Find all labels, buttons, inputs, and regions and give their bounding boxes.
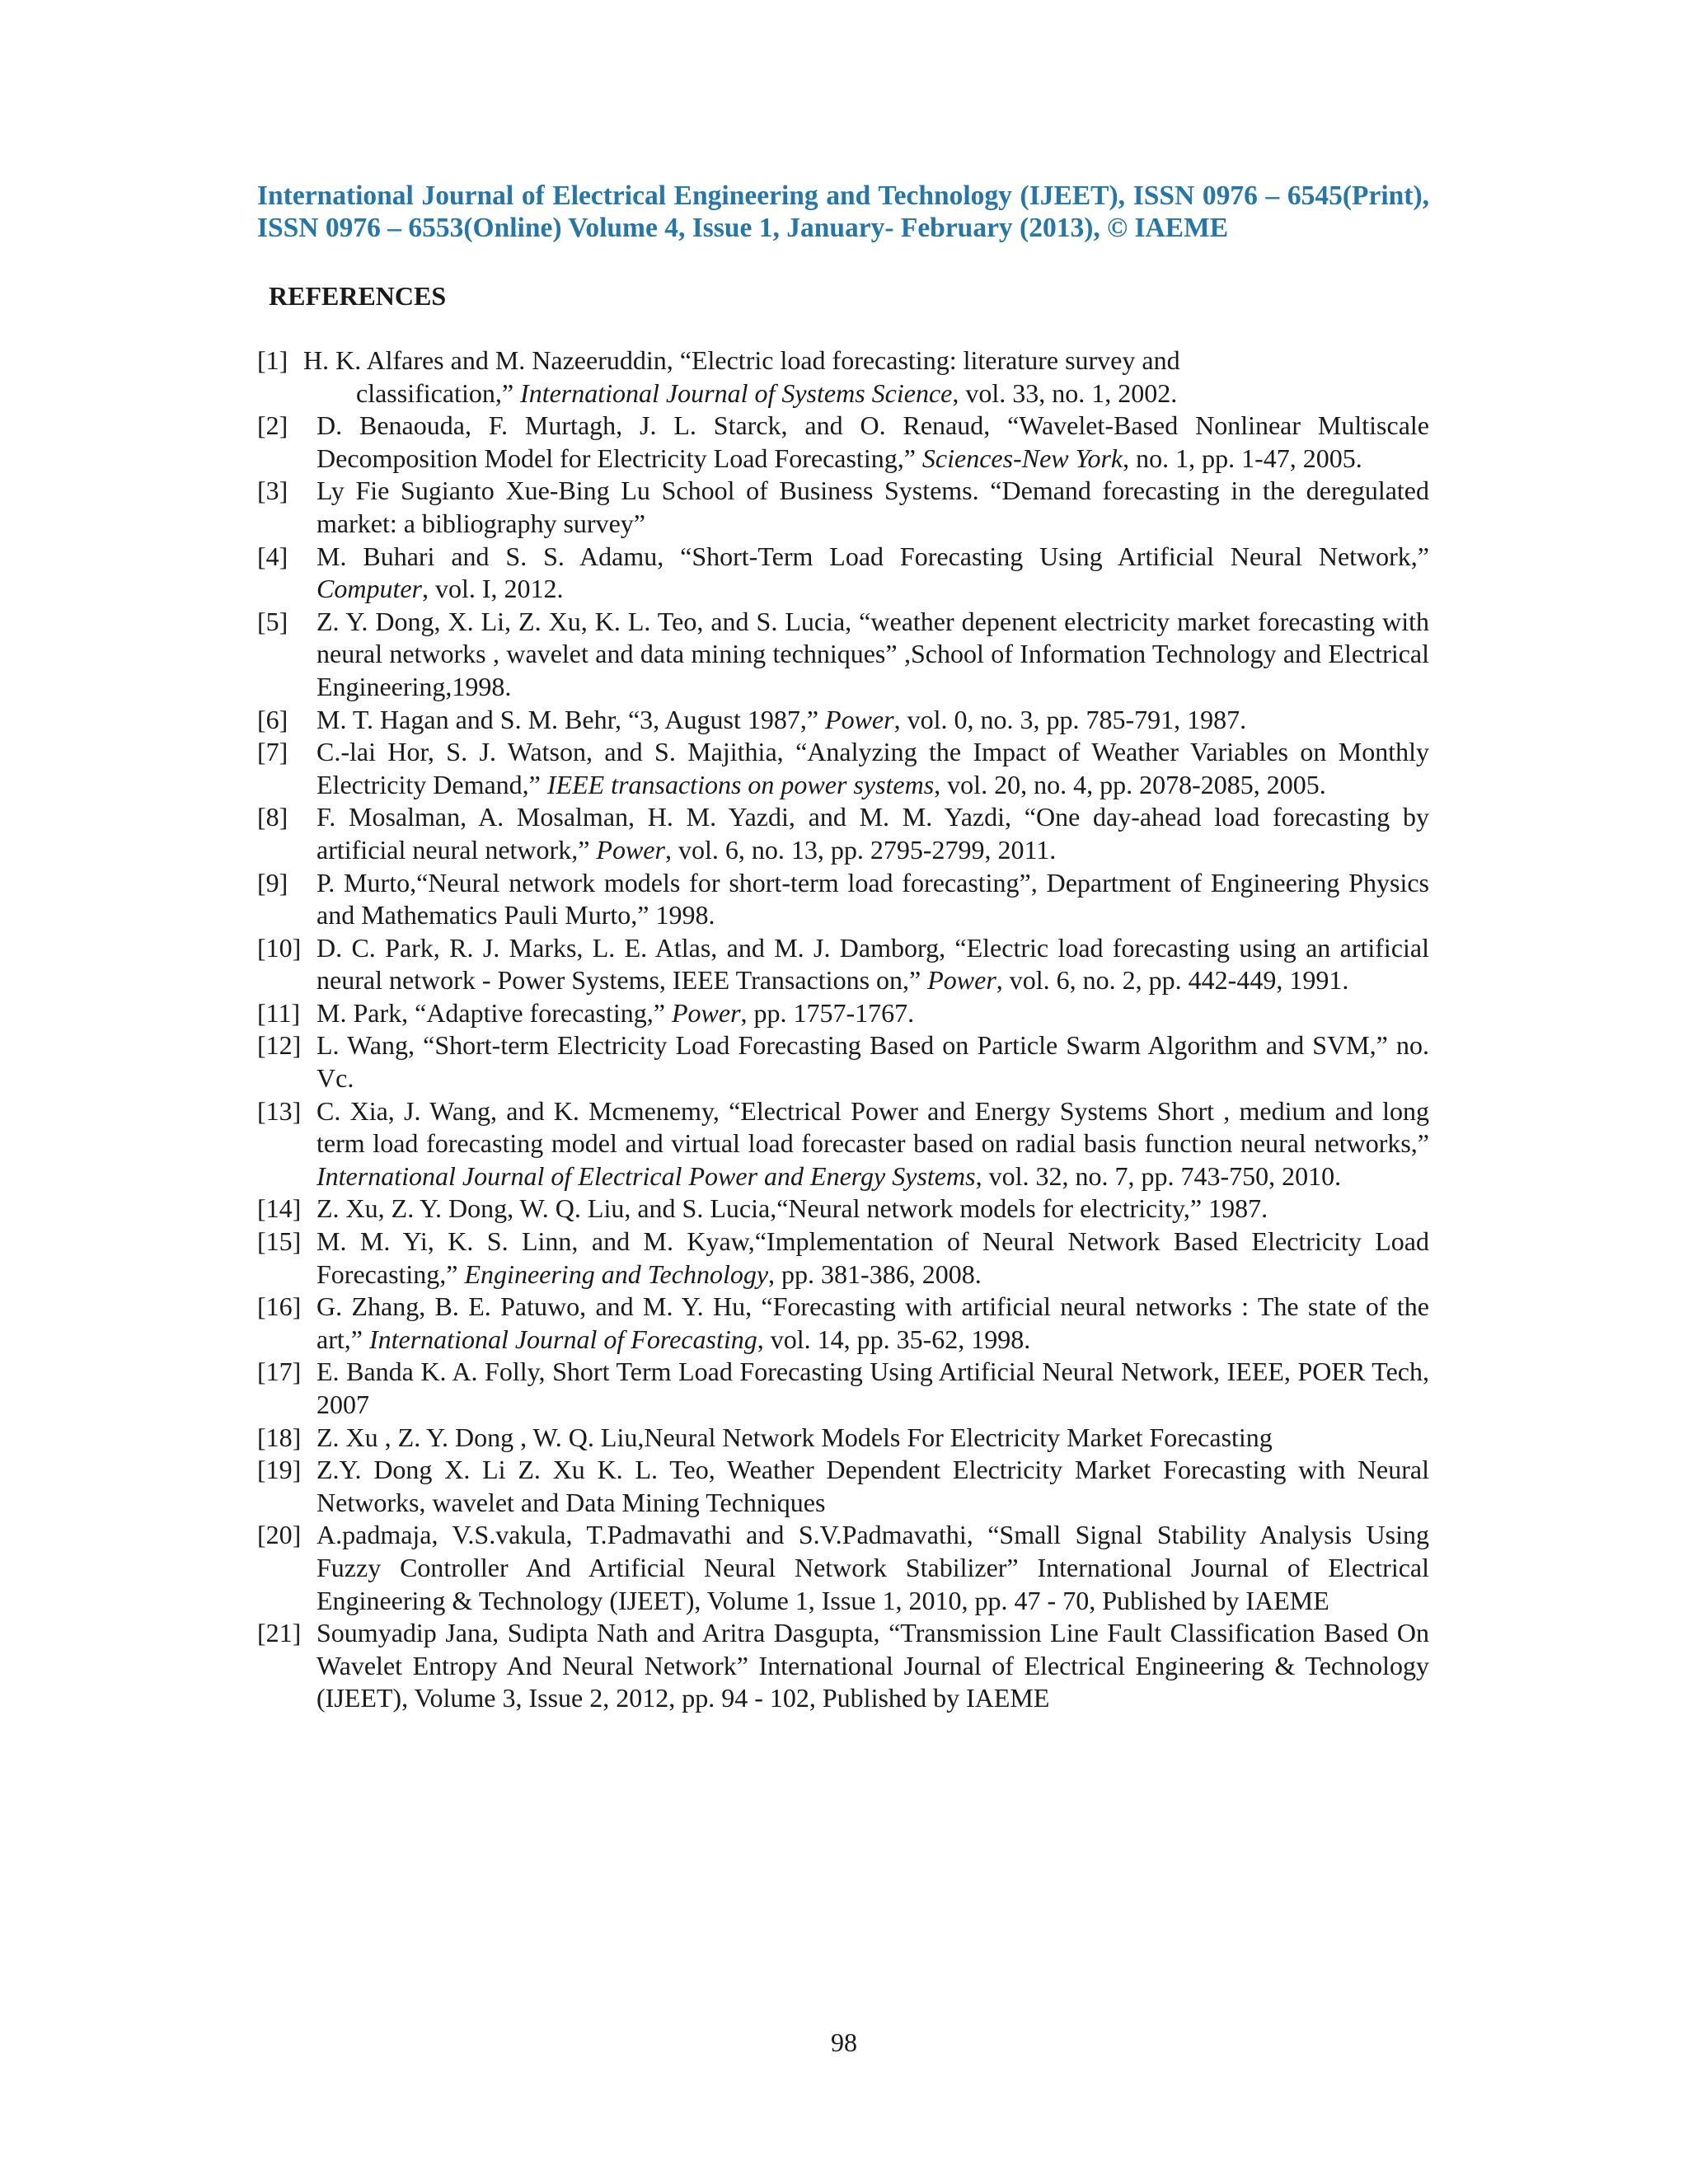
reference-text (316, 736, 1429, 801)
reference-venue: Engineering and Technology (464, 1258, 769, 1289)
reference-venue: Computer (316, 574, 422, 604)
reference-details: , vol. 14, pp. 35-62, 1998. (757, 1324, 1031, 1354)
reference-text (316, 1519, 1429, 1617)
reference-item (257, 541, 1429, 606)
reference-body: M. T. Hagan and S. M. Behr, “3, August 1987,” (316, 704, 826, 734)
reference-text (303, 344, 1429, 410)
reference-number: [12] (257, 1030, 302, 1061)
reference-details: , pp. 1757-1767. (740, 997, 915, 1028)
reference-text (316, 704, 1429, 737)
reference-number: [14] (257, 1193, 302, 1224)
reference-number: [11] (257, 997, 301, 1028)
reference-body: Z.Y. Dong X. Li Z. Xu K. L. Teo, Weather Dependent Electricity Market Forecasting with Neural Networks, wavelet and Data Mining Techniques (316, 1455, 1429, 1517)
reference-body: Ly Fie Sugianto Xue-Bing Lu School of Business Systems. “Demand forecasting in the deregulated market: a bibliography survey” (316, 476, 1429, 538)
reference-continuation (303, 377, 1281, 410)
reference-text (316, 475, 1429, 540)
reference-details: , vol. 33, no. 1, 2002. (952, 377, 1178, 408)
reference-text (316, 606, 1429, 704)
reference-text (316, 541, 1429, 606)
reference-number: [4] (257, 541, 288, 571)
reference-details: , pp. 381-386, 2008. (768, 1258, 982, 1289)
reference-item (257, 1193, 1429, 1226)
reference-item (257, 801, 1429, 866)
reference-item (257, 1291, 1429, 1356)
reference-body: P. Murto,“Neural network models for short-term load forecasting”, Department of Engineering Physics and Mathematics Pauli Murto,” 1998. (316, 867, 1429, 930)
reference-item (257, 867, 1429, 932)
reference-number: [13] (257, 1095, 302, 1126)
reference-item (257, 932, 1429, 997)
reference-body: D. Benaouda, F. Murtagh, J. L. Starck, and O. Renaud, “Wavelet-Based Nonlinear Multiscale Decomposition Model for Electricity Load Forecasting,” (316, 410, 1429, 473)
page-number: 98 (831, 2027, 857, 2057)
reference-number: [21] (257, 1618, 302, 1648)
reference-details: , vol. 6, no. 13, pp. 2795-2799, 2011. (664, 834, 1057, 865)
reference-body: Soumyadip Jana, Sudipta Nath and Aritra Dasgupta, “Transmission Line Fault Classification Based On Wavelet Entropy And Neural Network” International Journal of Electrical Engineering & Technology (IJEET), Volume 3, Issue 2, 2012, pp. 94 - 102, Published by IAEME (316, 1618, 1429, 1713)
reference-text (316, 1193, 1429, 1226)
reference-body: F. Mosalman, A. Mosalman, H. M. Yazdi, and M. M. Yazdi, “One day-ahead load forecasting by artificial neural network,” (316, 802, 1429, 865)
reference-number: [6] (257, 704, 288, 734)
reference-item (257, 704, 1429, 737)
section-title: REFERENCES (269, 281, 447, 311)
reference-body: H. K. Alfares and M. Nazeeruddin, “Electric load forecasting: literature survey and (303, 345, 1180, 375)
reference-list (257, 344, 1429, 1715)
reference-body: A.padmaja, V.S.vakula, T.Padmavathi and S.V.Padmavathi, “Small Signal Stability Analysis Using Fuzzy Controller And Artificial Neural Network Stabilizer” International Journal of Electrical Engineering & Technology (IJEET), Volume 1, Issue 1, 2010, pp. 47 - 70, Published by IAEME (316, 1520, 1429, 1615)
reference-venue: Power (596, 834, 665, 865)
reference-venue: International Journal of Systems Science (520, 377, 953, 408)
reference-text (316, 997, 1429, 1030)
reference-body: M. M. Yi, K. S. Linn, and M. Kyaw,“Implementation of Neural Network Based Electricity Load Forecasting,” (316, 1226, 1429, 1289)
reference-number: [16] (257, 1291, 302, 1322)
reference-number: [1] (257, 345, 288, 375)
reference-number: [8] (257, 802, 288, 832)
reference-text (316, 1617, 1429, 1715)
reference-item (257, 1095, 1429, 1193)
reference-text (316, 1356, 1429, 1421)
reference-body: M. Buhari and S. S. Adamu, “Short-Term Load Forecasting Using Artificial Neural Network,” (316, 541, 1429, 571)
reference-number: [7] (257, 737, 288, 767)
reference-body: E. Banda K. A. Folly, Short Term Load Forecasting Using Artificial Neural Network, IEEE, POER Tech, 2007 (316, 1357, 1429, 1419)
reference-number: [17] (257, 1357, 302, 1387)
reference-item (257, 410, 1429, 475)
reference-body: L. Wang, “Short-term Electricity Load Forecasting Based on Particle Swarm Algorithm and SVM,” no. Vc. (316, 1030, 1429, 1094)
reference-item (257, 606, 1429, 704)
reference-details: , vol. 6, no. 2, pp. 442-449, 1991. (996, 965, 1349, 996)
reference-item (257, 1029, 1429, 1094)
reference-continuation-text: classification,” (356, 377, 521, 408)
reference-text (316, 1454, 1429, 1519)
reference-number: [19] (257, 1455, 302, 1485)
reference-body: Z. Xu , Z. Y. Dong , W. Q. Liu,Neural Network Models For Electricity Market Forecasting (316, 1422, 1273, 1452)
reference-body: Z. Xu, Z. Y. Dong, W. Q. Liu, and S. Lucia,“Neural network models for electricity,” 1987. (316, 1193, 1268, 1224)
reference-details: , vol. I, 2012. (422, 574, 564, 604)
reference-number: [2] (257, 410, 288, 441)
reference-venue: Power (927, 965, 996, 996)
reference-body: C. Xia, J. Wang, and K. Mcmenemy, “Electrical Power and Energy Systems Short , medium and long term load forecasting model and virtual load forecaster based on radial basis function neural networks,” (316, 1095, 1429, 1159)
reference-body: M. Park, “Adaptive forecasting,” (316, 997, 672, 1028)
reference-details: , vol. 0, no. 3, pp. 785-791, 1987. (893, 704, 1247, 734)
reference-text (316, 410, 1429, 475)
reference-number: [10] (257, 932, 302, 963)
reference-item (257, 475, 1429, 540)
reference-venue: International Journal of Electrical Power and Energy Systems (316, 1160, 976, 1191)
reference-text (316, 867, 1429, 932)
reference-item (257, 997, 1429, 1030)
journal-header: International Journal of Electrical Engineering and Technology (IJEET), ISSN 0976 – 6545(Print), ISSN 0976 – 6553(Online) Volume 4, Issue 1, January- February (2013), © IAEME (257, 180, 1429, 243)
reference-number: [18] (257, 1422, 302, 1452)
reference-venue: IEEE transactions on power systems (546, 769, 935, 799)
reference-details: , no. 1, pp. 1-47, 2005. (1123, 443, 1362, 473)
reference-number: [3] (257, 476, 288, 506)
reference-details: , vol. 32, no. 7, pp. 743-750, 2010. (975, 1160, 1342, 1191)
reference-text (316, 932, 1429, 997)
reference-body: D. C. Park, R. J. Marks, L. E. Atlas, and M. J. Damborg, “Electric load forecasting using an artificial neural network - Power Systems, IEEE Transactions on,” (316, 932, 1429, 996)
reference-venue: Sciences-New York (921, 443, 1123, 473)
reference-item (257, 1356, 1429, 1421)
reference-text (316, 801, 1429, 866)
reference-item (257, 736, 1429, 801)
reference-number: [9] (257, 867, 288, 898)
reference-item (257, 1422, 1429, 1455)
reference-venue: Power (825, 704, 894, 734)
reference-body: Z. Y. Dong, X. Li, Z. Xu, K. L. Teo, and S. Lucia, “weather depenent electricity market forecasting with neural networks , wavelet and data mining techniques” ,School of Information Technology and Electrical Engineering,1998. (316, 606, 1429, 701)
reference-text (316, 1095, 1429, 1193)
reference-number: [15] (257, 1226, 302, 1257)
reference-body: G. Zhang, B. E. Patuwo, and M. Y. Hu, “Forecasting with artificial neural networks : The state of the art,” (316, 1291, 1429, 1354)
reference-item (257, 1226, 1429, 1291)
reference-text (316, 1291, 1429, 1356)
reference-number: [5] (257, 606, 288, 636)
reference-body: C.-lai Hor, S. J. Watson, and S. Majithia, “Analyzing the Impact of Weather Variables on Monthly Electricity Demand,” (316, 737, 1429, 799)
reference-item (257, 1617, 1429, 1715)
reference-text (316, 1029, 1429, 1094)
reference-text (316, 1422, 1429, 1455)
reference-number: [20] (257, 1520, 302, 1550)
reference-venue: International Journal of Forecasting (368, 1324, 757, 1354)
reference-details: , vol. 20, no. 4, pp. 2078-2085, 2005. (934, 769, 1326, 799)
reference-venue: Power (671, 997, 741, 1028)
reference-text (316, 1226, 1429, 1291)
reference-item (257, 1454, 1429, 1519)
reference-item (257, 344, 1429, 410)
reference-item (257, 1519, 1429, 1617)
